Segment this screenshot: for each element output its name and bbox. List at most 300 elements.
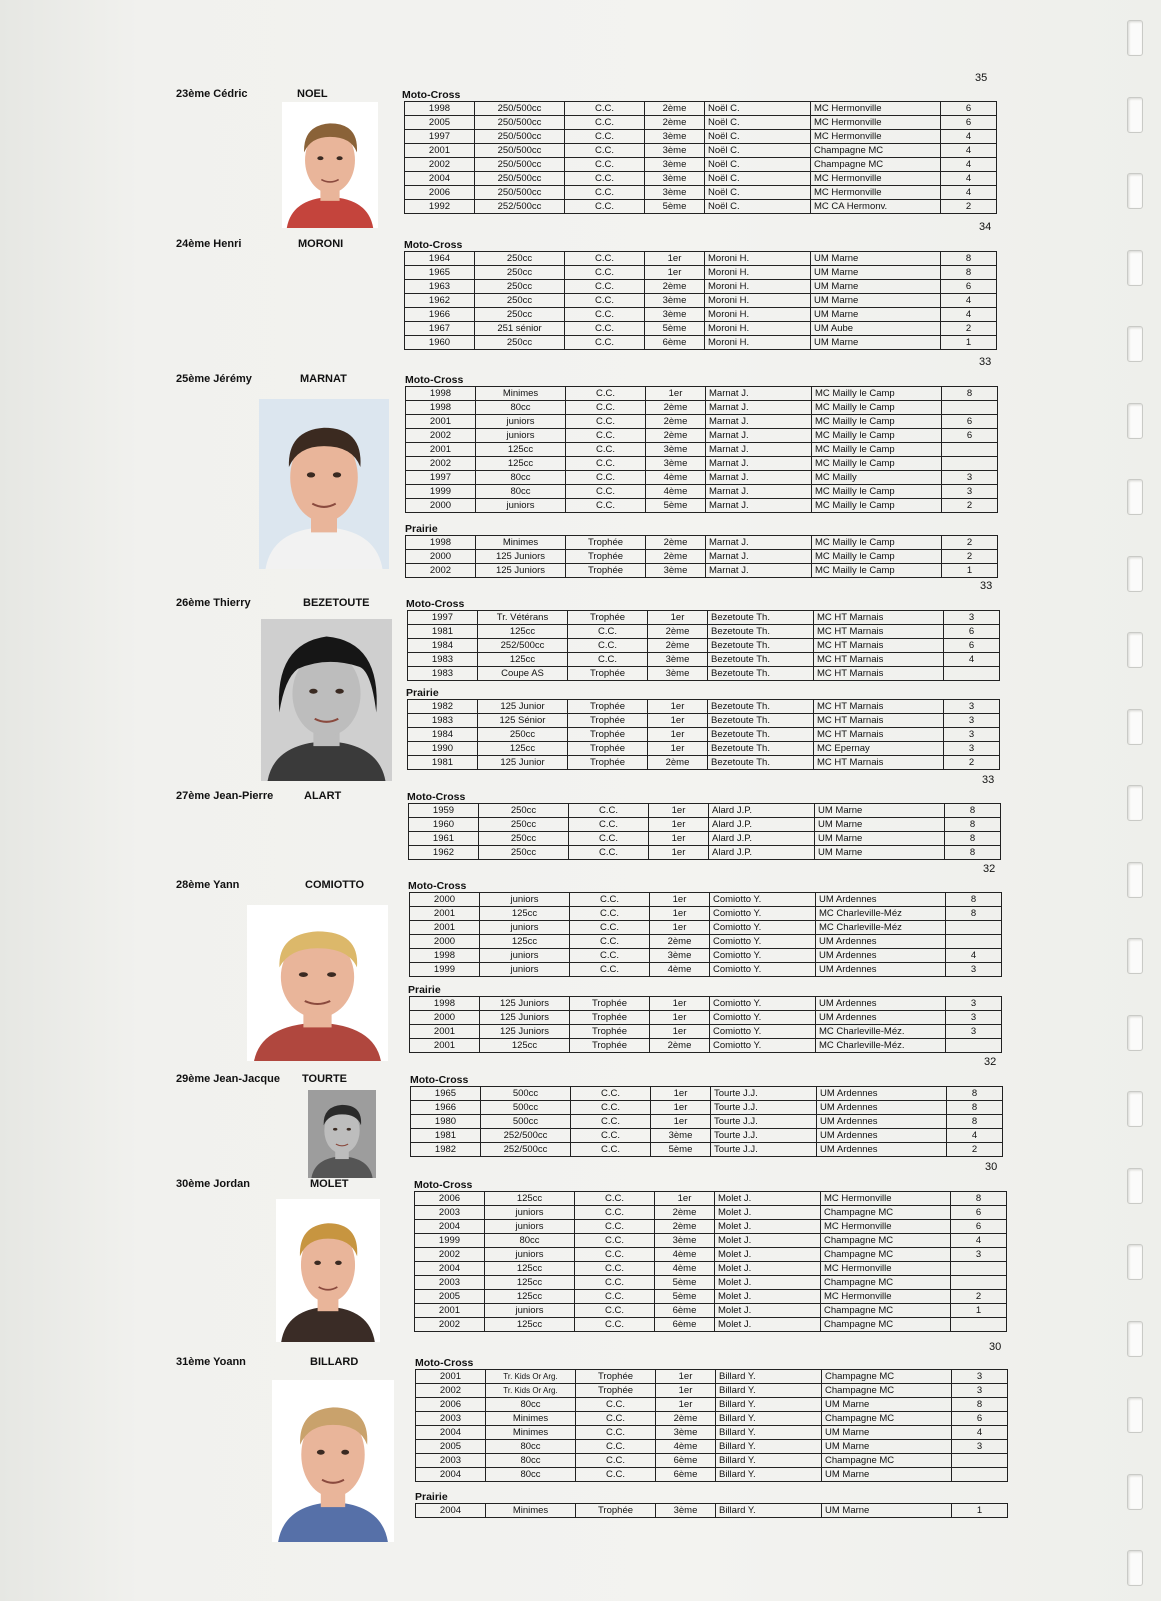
rider-last-name: BEZETOUTE bbox=[303, 597, 370, 609]
points-cell: 4 bbox=[952, 1426, 1008, 1440]
club-cell: Champagne MC bbox=[822, 1384, 952, 1398]
rider-name-cell: Marnat J. bbox=[706, 443, 812, 457]
position-cell: 1er bbox=[651, 1087, 711, 1101]
rider-name-cell: Bezetoute Th. bbox=[708, 611, 814, 625]
table-row bbox=[416, 1454, 1008, 1468]
type-cell: C.C. bbox=[568, 653, 648, 667]
rider-photo bbox=[308, 1090, 376, 1178]
year-cell: 2002 bbox=[415, 1318, 485, 1332]
rider-name-cell: Molet J. bbox=[715, 1220, 821, 1234]
table-row bbox=[416, 1384, 1008, 1398]
table-row bbox=[410, 949, 1002, 963]
points-cell: 3 bbox=[946, 997, 1002, 1011]
year-cell: 2000 bbox=[410, 893, 480, 907]
table-row bbox=[416, 1412, 1008, 1426]
table-row bbox=[405, 130, 997, 144]
type-cell: C.C. bbox=[566, 485, 646, 499]
points-cell: 4 bbox=[941, 144, 997, 158]
position-cell: 2ème bbox=[646, 550, 706, 564]
class-cell: 250cc bbox=[479, 818, 569, 832]
position-cell: 1er bbox=[650, 1025, 710, 1039]
type-cell: C.C. bbox=[575, 1220, 655, 1234]
year-cell: 1966 bbox=[411, 1101, 481, 1115]
rider-name-cell: Billard Y. bbox=[716, 1426, 822, 1440]
binding-hole bbox=[1127, 862, 1143, 898]
year-cell: 1962 bbox=[405, 294, 475, 308]
year-cell: 1999 bbox=[406, 485, 476, 499]
class-cell: 250/500cc bbox=[475, 186, 565, 200]
year-cell: 2001 bbox=[410, 1025, 480, 1039]
position-cell: 2ème bbox=[645, 280, 705, 294]
table-row bbox=[405, 322, 997, 336]
year-cell: 1998 bbox=[406, 401, 476, 415]
class-cell: 125 Sénior bbox=[478, 714, 568, 728]
position-cell: 1er bbox=[648, 714, 708, 728]
table-row bbox=[406, 471, 998, 485]
position-cell: 3ème bbox=[646, 564, 706, 578]
type-cell: C.C. bbox=[569, 832, 649, 846]
class-cell: Coupe AS bbox=[478, 667, 568, 681]
points-cell: 4 bbox=[951, 1234, 1007, 1248]
type-cell: C.C. bbox=[575, 1248, 655, 1262]
table-row bbox=[415, 1318, 1007, 1332]
rider-last-name: MORONI bbox=[298, 238, 344, 250]
type-cell: C.C. bbox=[576, 1398, 656, 1412]
table-row bbox=[416, 1426, 1008, 1440]
results-table bbox=[409, 996, 1002, 1053]
year-cell: 1960 bbox=[409, 818, 479, 832]
club-cell: UM Ardennes bbox=[816, 963, 946, 977]
club-cell: Champagne MC bbox=[811, 158, 941, 172]
club-cell: MC HT Marnais bbox=[814, 653, 944, 667]
table-row bbox=[408, 639, 1000, 653]
sub-category-label: Prairie bbox=[408, 984, 441, 996]
year-cell: 1983 bbox=[408, 714, 478, 728]
class-cell: 80cc bbox=[476, 401, 566, 415]
points-cell: 4 bbox=[941, 186, 997, 200]
club-cell: UM Marne bbox=[822, 1468, 952, 1482]
year-cell: 1982 bbox=[411, 1143, 481, 1157]
rider-last-name: TOURTE bbox=[302, 1073, 348, 1085]
year-cell: 2003 bbox=[415, 1276, 485, 1290]
table-row bbox=[406, 457, 998, 471]
year-cell: 2001 bbox=[415, 1304, 485, 1318]
position-cell: 4ème bbox=[655, 1248, 715, 1262]
table-row bbox=[411, 1143, 1003, 1157]
points-cell bbox=[951, 1262, 1007, 1276]
club-cell: MC Mailly le Camp bbox=[812, 457, 942, 471]
position-cell: 4ème bbox=[650, 963, 710, 977]
points-cell: 8 bbox=[947, 1115, 1003, 1129]
position-cell: 2ème bbox=[648, 625, 708, 639]
rider-name-cell: Moroni H. bbox=[705, 252, 811, 266]
category-label: Moto-Cross bbox=[406, 598, 465, 610]
position-cell: 2ème bbox=[656, 1412, 716, 1426]
points-cell: 3 bbox=[942, 471, 998, 485]
club-cell: MC Charleville-Méz. bbox=[816, 1025, 946, 1039]
results-table bbox=[405, 535, 998, 578]
position-cell: 3ème bbox=[655, 1234, 715, 1248]
table-row bbox=[405, 252, 997, 266]
club-cell: UM Marne bbox=[815, 832, 945, 846]
points-cell: 6 bbox=[944, 639, 1000, 653]
club-cell: MC Charleville-Méz bbox=[816, 907, 946, 921]
class-cell: 80cc bbox=[476, 485, 566, 499]
position-cell: 4ème bbox=[655, 1262, 715, 1276]
type-cell: Trophée bbox=[566, 564, 646, 578]
rider-last-name: BILLARD bbox=[310, 1356, 359, 1368]
results-table bbox=[407, 699, 1000, 770]
rider-last-name: NOEL bbox=[297, 88, 328, 100]
type-cell: C.C. bbox=[565, 172, 645, 186]
rider-name-cell: Tourte J.J. bbox=[711, 1143, 817, 1157]
club-cell: UM Marne bbox=[811, 280, 941, 294]
points-cell bbox=[946, 1039, 1002, 1053]
position-cell: 2ème bbox=[655, 1206, 715, 1220]
type-cell: C.C. bbox=[569, 818, 649, 832]
position-cell: 1er bbox=[648, 700, 708, 714]
club-cell: Champagne MC bbox=[822, 1454, 952, 1468]
table-row bbox=[410, 1025, 1002, 1039]
points-cell: 8 bbox=[947, 1101, 1003, 1115]
position-cell: 1er bbox=[651, 1101, 711, 1115]
club-cell: MC HT Marnais bbox=[814, 611, 944, 625]
rider-photo bbox=[276, 1199, 380, 1342]
table-row bbox=[416, 1504, 1008, 1518]
class-cell: 250cc bbox=[475, 280, 565, 294]
results-table bbox=[404, 251, 997, 350]
points-cell: 3 bbox=[946, 1025, 1002, 1039]
rider-name-cell: Bezetoute Th. bbox=[708, 700, 814, 714]
rider-name-cell: Molet J. bbox=[715, 1318, 821, 1332]
rider-name-cell: Tourte J.J. bbox=[711, 1087, 817, 1101]
table-row bbox=[408, 611, 1000, 625]
table-row bbox=[405, 116, 997, 130]
results-table bbox=[409, 892, 1002, 977]
points-cell bbox=[942, 443, 998, 457]
class-cell: juniors bbox=[476, 429, 566, 443]
type-cell: C.C. bbox=[565, 158, 645, 172]
position-cell: 1er bbox=[650, 893, 710, 907]
table-row bbox=[415, 1304, 1007, 1318]
year-cell: 2006 bbox=[405, 186, 475, 200]
class-cell: juniors bbox=[480, 893, 570, 907]
position-cell: 1er bbox=[651, 1115, 711, 1129]
position-cell: 2ème bbox=[648, 639, 708, 653]
points-cell: 4 bbox=[941, 294, 997, 308]
club-cell: MC Hermonville bbox=[811, 102, 941, 116]
year-cell: 2001 bbox=[405, 144, 475, 158]
type-cell: Trophée bbox=[566, 550, 646, 564]
position-cell: 1er bbox=[649, 818, 709, 832]
year-cell: 1965 bbox=[411, 1087, 481, 1101]
club-cell: UM Marne bbox=[811, 308, 941, 322]
class-cell: 250/500cc bbox=[475, 102, 565, 116]
rider-name-cell: Molet J. bbox=[715, 1304, 821, 1318]
rider-name-cell: Comiotto Y. bbox=[710, 1039, 816, 1053]
table-row bbox=[409, 804, 1001, 818]
table-row bbox=[406, 387, 998, 401]
position-cell: 1er bbox=[649, 804, 709, 818]
type-cell: C.C. bbox=[568, 625, 648, 639]
class-cell: juniors bbox=[480, 921, 570, 935]
rider-name-cell: Molet J. bbox=[715, 1234, 821, 1248]
binding-hole bbox=[1127, 479, 1143, 515]
table-row bbox=[406, 443, 998, 457]
rider-name-cell: Marnat J. bbox=[706, 415, 812, 429]
rider-name-cell: Comiotto Y. bbox=[710, 907, 816, 921]
year-cell: 1963 bbox=[405, 280, 475, 294]
points-cell: 2 bbox=[941, 200, 997, 214]
rider-name-cell: Noël C. bbox=[705, 186, 811, 200]
rider-name-cell: Billard Y. bbox=[716, 1398, 822, 1412]
rider-name-cell: Moroni H. bbox=[705, 280, 811, 294]
type-cell: C.C. bbox=[565, 200, 645, 214]
rider-name-cell: Bezetoute Th. bbox=[708, 653, 814, 667]
year-cell: 1997 bbox=[408, 611, 478, 625]
type-cell: Trophée bbox=[570, 997, 650, 1011]
binding-hole bbox=[1127, 1321, 1143, 1357]
rider-name-cell: Molet J. bbox=[715, 1290, 821, 1304]
class-cell: 252/500cc bbox=[478, 639, 568, 653]
rider-last-name: MOLET bbox=[310, 1178, 349, 1190]
class-cell: 252/500cc bbox=[475, 200, 565, 214]
class-cell: 250cc bbox=[475, 336, 565, 350]
position-cell: 2ème bbox=[645, 116, 705, 130]
club-cell: UM Marne bbox=[811, 252, 941, 266]
class-cell: 125cc bbox=[485, 1318, 575, 1332]
year-cell: 1966 bbox=[405, 308, 475, 322]
rider-last-name: ALART bbox=[304, 790, 342, 802]
points-cell: 6 bbox=[952, 1412, 1008, 1426]
position-cell: 3ème bbox=[656, 1504, 716, 1518]
type-cell: C.C. bbox=[569, 804, 649, 818]
category-label: Moto-Cross bbox=[407, 791, 466, 803]
type-cell: C.C. bbox=[565, 280, 645, 294]
class-cell: 125cc bbox=[480, 1039, 570, 1053]
club-cell: UM Marne bbox=[815, 846, 945, 860]
club-cell: Champagne MC bbox=[811, 144, 941, 158]
type-cell: C.C. bbox=[576, 1468, 656, 1482]
position-cell: 3ème bbox=[651, 1129, 711, 1143]
class-cell: juniors bbox=[476, 499, 566, 513]
portrait-image bbox=[247, 905, 388, 1061]
rider-name-cell: Noël C. bbox=[705, 102, 811, 116]
year-cell: 1960 bbox=[405, 336, 475, 350]
year-cell: 2006 bbox=[416, 1398, 486, 1412]
club-cell: MC Mailly le Camp bbox=[812, 401, 942, 415]
table-row bbox=[405, 158, 997, 172]
binding-hole bbox=[1127, 938, 1143, 974]
points-cell bbox=[946, 921, 1002, 935]
position-cell: 4ème bbox=[656, 1440, 716, 1454]
table-row bbox=[405, 294, 997, 308]
table-row bbox=[408, 728, 1000, 742]
rider-rank-firstname: 31ème Yoann bbox=[176, 1356, 246, 1368]
class-cell: 80cc bbox=[486, 1454, 576, 1468]
year-cell: 1998 bbox=[410, 997, 480, 1011]
rider-last-name: MARNAT bbox=[300, 373, 347, 385]
points-cell: 2 bbox=[942, 536, 998, 550]
year-cell: 2000 bbox=[406, 550, 476, 564]
year-cell: 2004 bbox=[405, 172, 475, 186]
binding-hole bbox=[1127, 403, 1143, 439]
class-cell: 250cc bbox=[479, 804, 569, 818]
club-cell: MC HT Marnais bbox=[814, 667, 944, 681]
year-cell: 1983 bbox=[408, 653, 478, 667]
class-cell: 125cc bbox=[485, 1276, 575, 1290]
type-cell: C.C. bbox=[566, 401, 646, 415]
type-cell: C.C. bbox=[566, 415, 646, 429]
results-table bbox=[407, 610, 1000, 681]
points-cell: 4 bbox=[941, 130, 997, 144]
class-cell: Minimes bbox=[486, 1504, 576, 1518]
class-cell: Tr. Vétérans bbox=[478, 611, 568, 625]
points-cell: 3 bbox=[944, 728, 1000, 742]
position-cell: 3ème bbox=[650, 949, 710, 963]
binding-hole bbox=[1127, 97, 1143, 133]
portrait-image bbox=[276, 1199, 380, 1342]
class-cell: 251 sénior bbox=[475, 322, 565, 336]
position-cell: 4ème bbox=[646, 471, 706, 485]
type-cell: C.C. bbox=[575, 1318, 655, 1332]
table-row bbox=[416, 1398, 1008, 1412]
type-cell: C.C. bbox=[566, 457, 646, 471]
class-cell: 125cc bbox=[480, 907, 570, 921]
position-cell: 5ème bbox=[646, 499, 706, 513]
rider-rank-firstname: 25ème Jérémy bbox=[176, 373, 252, 385]
club-cell: UM Marne bbox=[822, 1440, 952, 1454]
position-cell: 2ème bbox=[646, 429, 706, 443]
type-cell: C.C. bbox=[575, 1262, 655, 1276]
year-cell: 2001 bbox=[406, 415, 476, 429]
class-cell: 80cc bbox=[486, 1468, 576, 1482]
club-cell: UM Ardennes bbox=[816, 997, 946, 1011]
club-cell: UM Ardennes bbox=[816, 893, 946, 907]
position-cell: 1er bbox=[649, 846, 709, 860]
club-cell: UM Aube bbox=[811, 322, 941, 336]
position-cell: 5ème bbox=[645, 200, 705, 214]
type-cell: C.C. bbox=[565, 102, 645, 116]
class-cell: 80cc bbox=[476, 471, 566, 485]
position-cell: 6ème bbox=[645, 336, 705, 350]
table-row bbox=[415, 1290, 1007, 1304]
points-total: 34 bbox=[979, 221, 992, 233]
club-cell: UM Ardennes bbox=[817, 1143, 947, 1157]
year-cell: 2002 bbox=[416, 1384, 486, 1398]
position-cell: 3ème bbox=[645, 294, 705, 308]
rider-name-cell: Alard J.P. bbox=[709, 804, 815, 818]
club-cell: MC CA Hermonv. bbox=[811, 200, 941, 214]
rider-name-cell: Bezetoute Th. bbox=[708, 742, 814, 756]
binding-hole bbox=[1127, 1244, 1143, 1280]
table-row bbox=[405, 172, 997, 186]
points-cell: 2 bbox=[951, 1290, 1007, 1304]
rider-name-cell: Molet J. bbox=[715, 1248, 821, 1262]
year-cell: 1981 bbox=[408, 756, 478, 770]
rider-name-cell: Noël C. bbox=[705, 144, 811, 158]
type-cell: C.C. bbox=[575, 1290, 655, 1304]
rider-name-cell: Noël C. bbox=[705, 130, 811, 144]
type-cell: Trophée bbox=[568, 756, 648, 770]
points-cell: 3 bbox=[946, 963, 1002, 977]
rider-name-cell: Comiotto Y. bbox=[710, 963, 816, 977]
club-cell: Champagne MC bbox=[821, 1276, 951, 1290]
position-cell: 1er bbox=[648, 611, 708, 625]
club-cell: MC HT Marnais bbox=[814, 714, 944, 728]
class-cell: 250/500cc bbox=[475, 144, 565, 158]
year-cell: 2003 bbox=[416, 1412, 486, 1426]
table-row bbox=[406, 550, 998, 564]
type-cell: C.C. bbox=[576, 1454, 656, 1468]
position-cell: 3ème bbox=[656, 1426, 716, 1440]
class-cell: 250cc bbox=[475, 252, 565, 266]
type-cell: C.C. bbox=[568, 639, 648, 653]
points-cell: 8 bbox=[941, 266, 997, 280]
year-cell: 2004 bbox=[416, 1504, 486, 1518]
class-cell: 125cc bbox=[478, 653, 568, 667]
table-row bbox=[409, 832, 1001, 846]
rider-name-cell: Marnat J. bbox=[706, 499, 812, 513]
class-cell: 250/500cc bbox=[475, 116, 565, 130]
binding-hole bbox=[1127, 1091, 1143, 1127]
table-row bbox=[405, 186, 997, 200]
table-row bbox=[410, 963, 1002, 977]
club-cell: UM Marne bbox=[822, 1504, 952, 1518]
club-cell: MC Epernay bbox=[814, 742, 944, 756]
class-cell: juniors bbox=[485, 1206, 575, 1220]
binding-hole bbox=[1127, 250, 1143, 286]
club-cell: UM Marne bbox=[811, 294, 941, 308]
position-cell: 1er bbox=[655, 1192, 715, 1206]
points-total: 33 bbox=[979, 356, 992, 368]
points-cell: 8 bbox=[942, 387, 998, 401]
type-cell: Trophée bbox=[576, 1504, 656, 1518]
position-cell: 1er bbox=[646, 387, 706, 401]
position-cell: 3ème bbox=[645, 144, 705, 158]
year-cell: 2005 bbox=[416, 1440, 486, 1454]
year-cell: 2004 bbox=[416, 1468, 486, 1482]
club-cell: MC Mailly le Camp bbox=[812, 550, 942, 564]
points-cell: 3 bbox=[942, 485, 998, 499]
table-row bbox=[411, 1087, 1003, 1101]
table-row bbox=[408, 700, 1000, 714]
club-cell: Champagne MC bbox=[821, 1248, 951, 1262]
year-cell: 1962 bbox=[409, 846, 479, 860]
points-cell: 3 bbox=[951, 1248, 1007, 1262]
rider-name-cell: Comiotto Y. bbox=[710, 997, 816, 1011]
class-cell: 250cc bbox=[479, 832, 569, 846]
type-cell: C.C. bbox=[565, 252, 645, 266]
class-cell: juniors bbox=[480, 963, 570, 977]
points-cell: 2 bbox=[941, 322, 997, 336]
class-cell: 125 Junior bbox=[478, 756, 568, 770]
points-cell bbox=[944, 667, 1000, 681]
table-row bbox=[409, 818, 1001, 832]
points-cell bbox=[952, 1454, 1008, 1468]
club-cell: MC HT Marnais bbox=[814, 625, 944, 639]
club-cell: UM Ardennes bbox=[816, 1011, 946, 1025]
points-cell: 4 bbox=[941, 158, 997, 172]
position-cell: 6ème bbox=[655, 1304, 715, 1318]
sub-category-label: Prairie bbox=[406, 687, 439, 699]
binding-hole bbox=[1127, 1474, 1143, 1510]
club-cell: Champagne MC bbox=[821, 1206, 951, 1220]
points-cell: 4 bbox=[947, 1129, 1003, 1143]
club-cell: Champagne MC bbox=[821, 1318, 951, 1332]
rider-name-cell: Noël C. bbox=[705, 158, 811, 172]
class-cell: 500cc bbox=[481, 1115, 571, 1129]
